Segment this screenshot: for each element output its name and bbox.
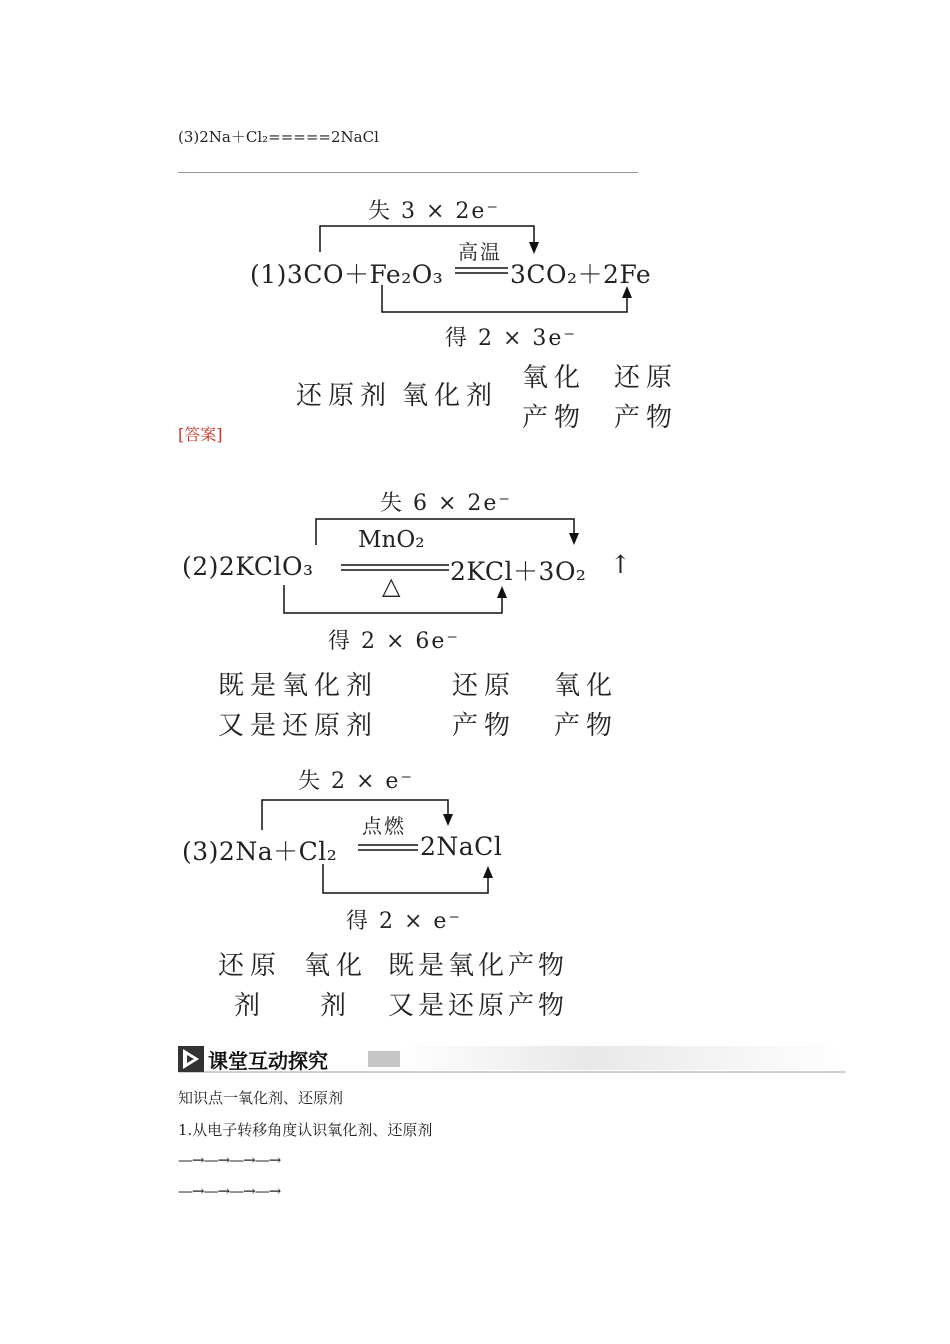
eq2-right: 2KCl＋3O₂ bbox=[450, 557, 587, 586]
play-arrow-icon bbox=[178, 1046, 204, 1072]
eq3-lose-bracket bbox=[262, 800, 448, 830]
eq3-gain-label: 得 2 × e⁻ bbox=[346, 909, 463, 934]
eq3-role-reducer: 还原 剂 bbox=[218, 951, 283, 1021]
eq2-lose-label: 失 6 × 2e⁻ bbox=[380, 491, 513, 516]
arrow-line-1: —→—→—→—→ bbox=[178, 1151, 281, 1169]
eq1-gain-label: 得 2 × 3e⁻ bbox=[445, 326, 578, 351]
section-title: 课堂互动探究 bbox=[208, 1049, 328, 1073]
eq1-role-oxidizer: 氧化剂 bbox=[402, 381, 499, 411]
eq2-condition-bottom: △ bbox=[382, 572, 401, 600]
section-header bbox=[178, 1042, 846, 1074]
eq1-condition: 高温 bbox=[458, 240, 502, 264]
eq1-role-oxidation-product: 氧化 产物 bbox=[522, 363, 587, 433]
item-1-text: 1.从电子转移角度认识氧化剂、还原剂 bbox=[178, 1121, 433, 1139]
eq2-gas-arrow: ↑ bbox=[610, 550, 632, 579]
eq1-right: 3CO₂＋2Fe bbox=[510, 260, 652, 289]
eq2-role-reduction-product: 还原 产物 bbox=[452, 671, 517, 741]
eq2-lose-bracket bbox=[316, 519, 574, 545]
section-decor-block bbox=[368, 1051, 400, 1067]
eq3-right: 2NaCl bbox=[420, 832, 503, 861]
eq2-role-both: 既是氧化剂 又是还原剂 bbox=[218, 671, 379, 741]
eq3-condition: 点燃 bbox=[362, 814, 406, 838]
eq3-role-oxidizer: 氧化 剂 bbox=[304, 951, 369, 1021]
eq1-role-reducer: 还原剂 bbox=[296, 381, 393, 411]
eq2-left: (2)2KClO₃ bbox=[182, 552, 314, 581]
eq3-role-both-products: 既是氧化产物 又是还原产物 bbox=[388, 951, 569, 1021]
eq3-gain-bracket bbox=[323, 864, 488, 893]
answer-tag: [答案] bbox=[178, 425, 223, 444]
eq1-lose-label: 失 3 × 2e⁻ bbox=[368, 199, 501, 224]
eq3-lose-label: 失 2 × e⁻ bbox=[298, 769, 415, 794]
top-equation-line: (3)2Na＋Cl₂=====2NaCl bbox=[178, 128, 379, 146]
eq2-condition-top: MnO₂ bbox=[358, 527, 425, 553]
eq2-role-oxidation-product: 氧化 产物 bbox=[554, 671, 619, 741]
eq1-role-reduction-product: 还原 产物 bbox=[614, 363, 679, 433]
knowledge-point-heading: 知识点一氧化剂、还原剂 bbox=[178, 1089, 344, 1107]
eq2-gain-label: 得 2 × 6e⁻ bbox=[328, 629, 461, 654]
eq3-left: (3)2Na＋Cl₂ bbox=[182, 837, 338, 866]
arrow-line-2: —→—→—→—→ bbox=[178, 1182, 281, 1200]
eq1-left: (1)3CO＋Fe₂O₃ bbox=[250, 260, 444, 289]
